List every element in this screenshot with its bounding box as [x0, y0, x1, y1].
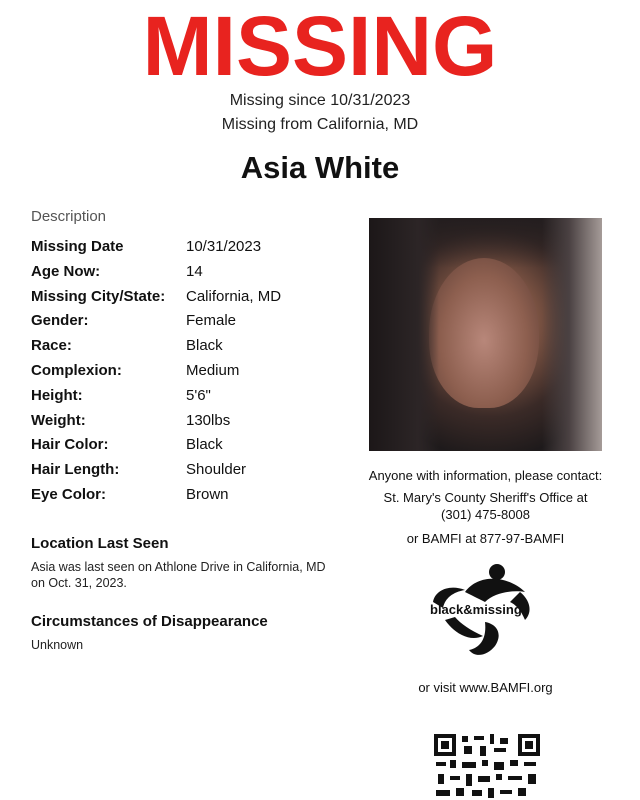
missing-since-text: Missing since 10/31/2023 [229, 92, 411, 109]
location-text: Asia was last seen on Athlone Drive in California, MD on Oct. 31, 2023. [31, 560, 326, 590]
detail-row-age [31, 262, 351, 287]
detail-value: California, MD [186, 287, 282, 305]
detail-value: 14 [186, 262, 203, 280]
sheriff-office-line: St. Mary's County Sheriff's Office at [383, 490, 588, 505]
detail-value: Shoulder [186, 461, 247, 479]
description-table [31, 237, 351, 510]
missing-headline: MISSING [142, 0, 498, 93]
detail-value: 5'6" [186, 386, 211, 404]
detail-label: Weight: [31, 411, 86, 429]
detail-row-weight [31, 411, 351, 436]
bamfi-phone: or BAMFI at 877-97-BAMFI [406, 531, 565, 546]
detail-label: Complexion: [31, 361, 122, 379]
description-title: Description [31, 208, 107, 225]
detail-row-hair-length [31, 460, 351, 485]
missing-from-text: Missing from California, MD [221, 116, 419, 133]
detail-row-hair-color [31, 435, 351, 460]
qr-code [434, 734, 540, 800]
circumstances-text: Unknown [31, 638, 84, 652]
detail-row-height [31, 386, 351, 411]
circumstances-title: Circumstances of Disappearance [31, 613, 268, 630]
logo-text: black&missing [430, 602, 522, 617]
detail-label: Age Now: [31, 262, 101, 280]
detail-row-eye-color [31, 485, 351, 510]
detail-value: Black [186, 337, 223, 355]
location-title: Location Last Seen [31, 535, 169, 552]
detail-value: Medium [186, 361, 240, 379]
detail-label: Height: [31, 386, 83, 404]
detail-label: Hair Color: [31, 436, 109, 454]
detail-value: 10/31/2023 [186, 238, 262, 255]
detail-row-race [31, 336, 351, 361]
detail-row-complexion [31, 361, 351, 386]
detail-value: Female [186, 312, 237, 330]
visit-website: or visit www.BAMFI.org [418, 680, 553, 695]
detail-row-missing-date [31, 237, 351, 262]
person-name: Asia White [240, 150, 400, 185]
person-photo [369, 218, 602, 451]
detail-label: Eye Color: [31, 485, 107, 503]
sheriff-phone: (301) 475-8008 [441, 507, 530, 522]
detail-label: Hair Length: [31, 461, 120, 479]
detail-value: 130lbs [186, 411, 231, 429]
detail-label: Race: [31, 337, 72, 355]
detail-label: Missing City/State: [31, 287, 166, 305]
black-and-missing-logo [425, 562, 540, 662]
detail-row-city-state [31, 287, 351, 312]
detail-value: Black [186, 436, 223, 454]
detail-row-gender [31, 311, 351, 336]
detail-value: Brown [186, 485, 229, 503]
detail-label: Gender: [31, 312, 89, 330]
detail-label: Missing Date [31, 238, 124, 255]
contact-intro: Anyone with information, please contact: [368, 468, 603, 483]
